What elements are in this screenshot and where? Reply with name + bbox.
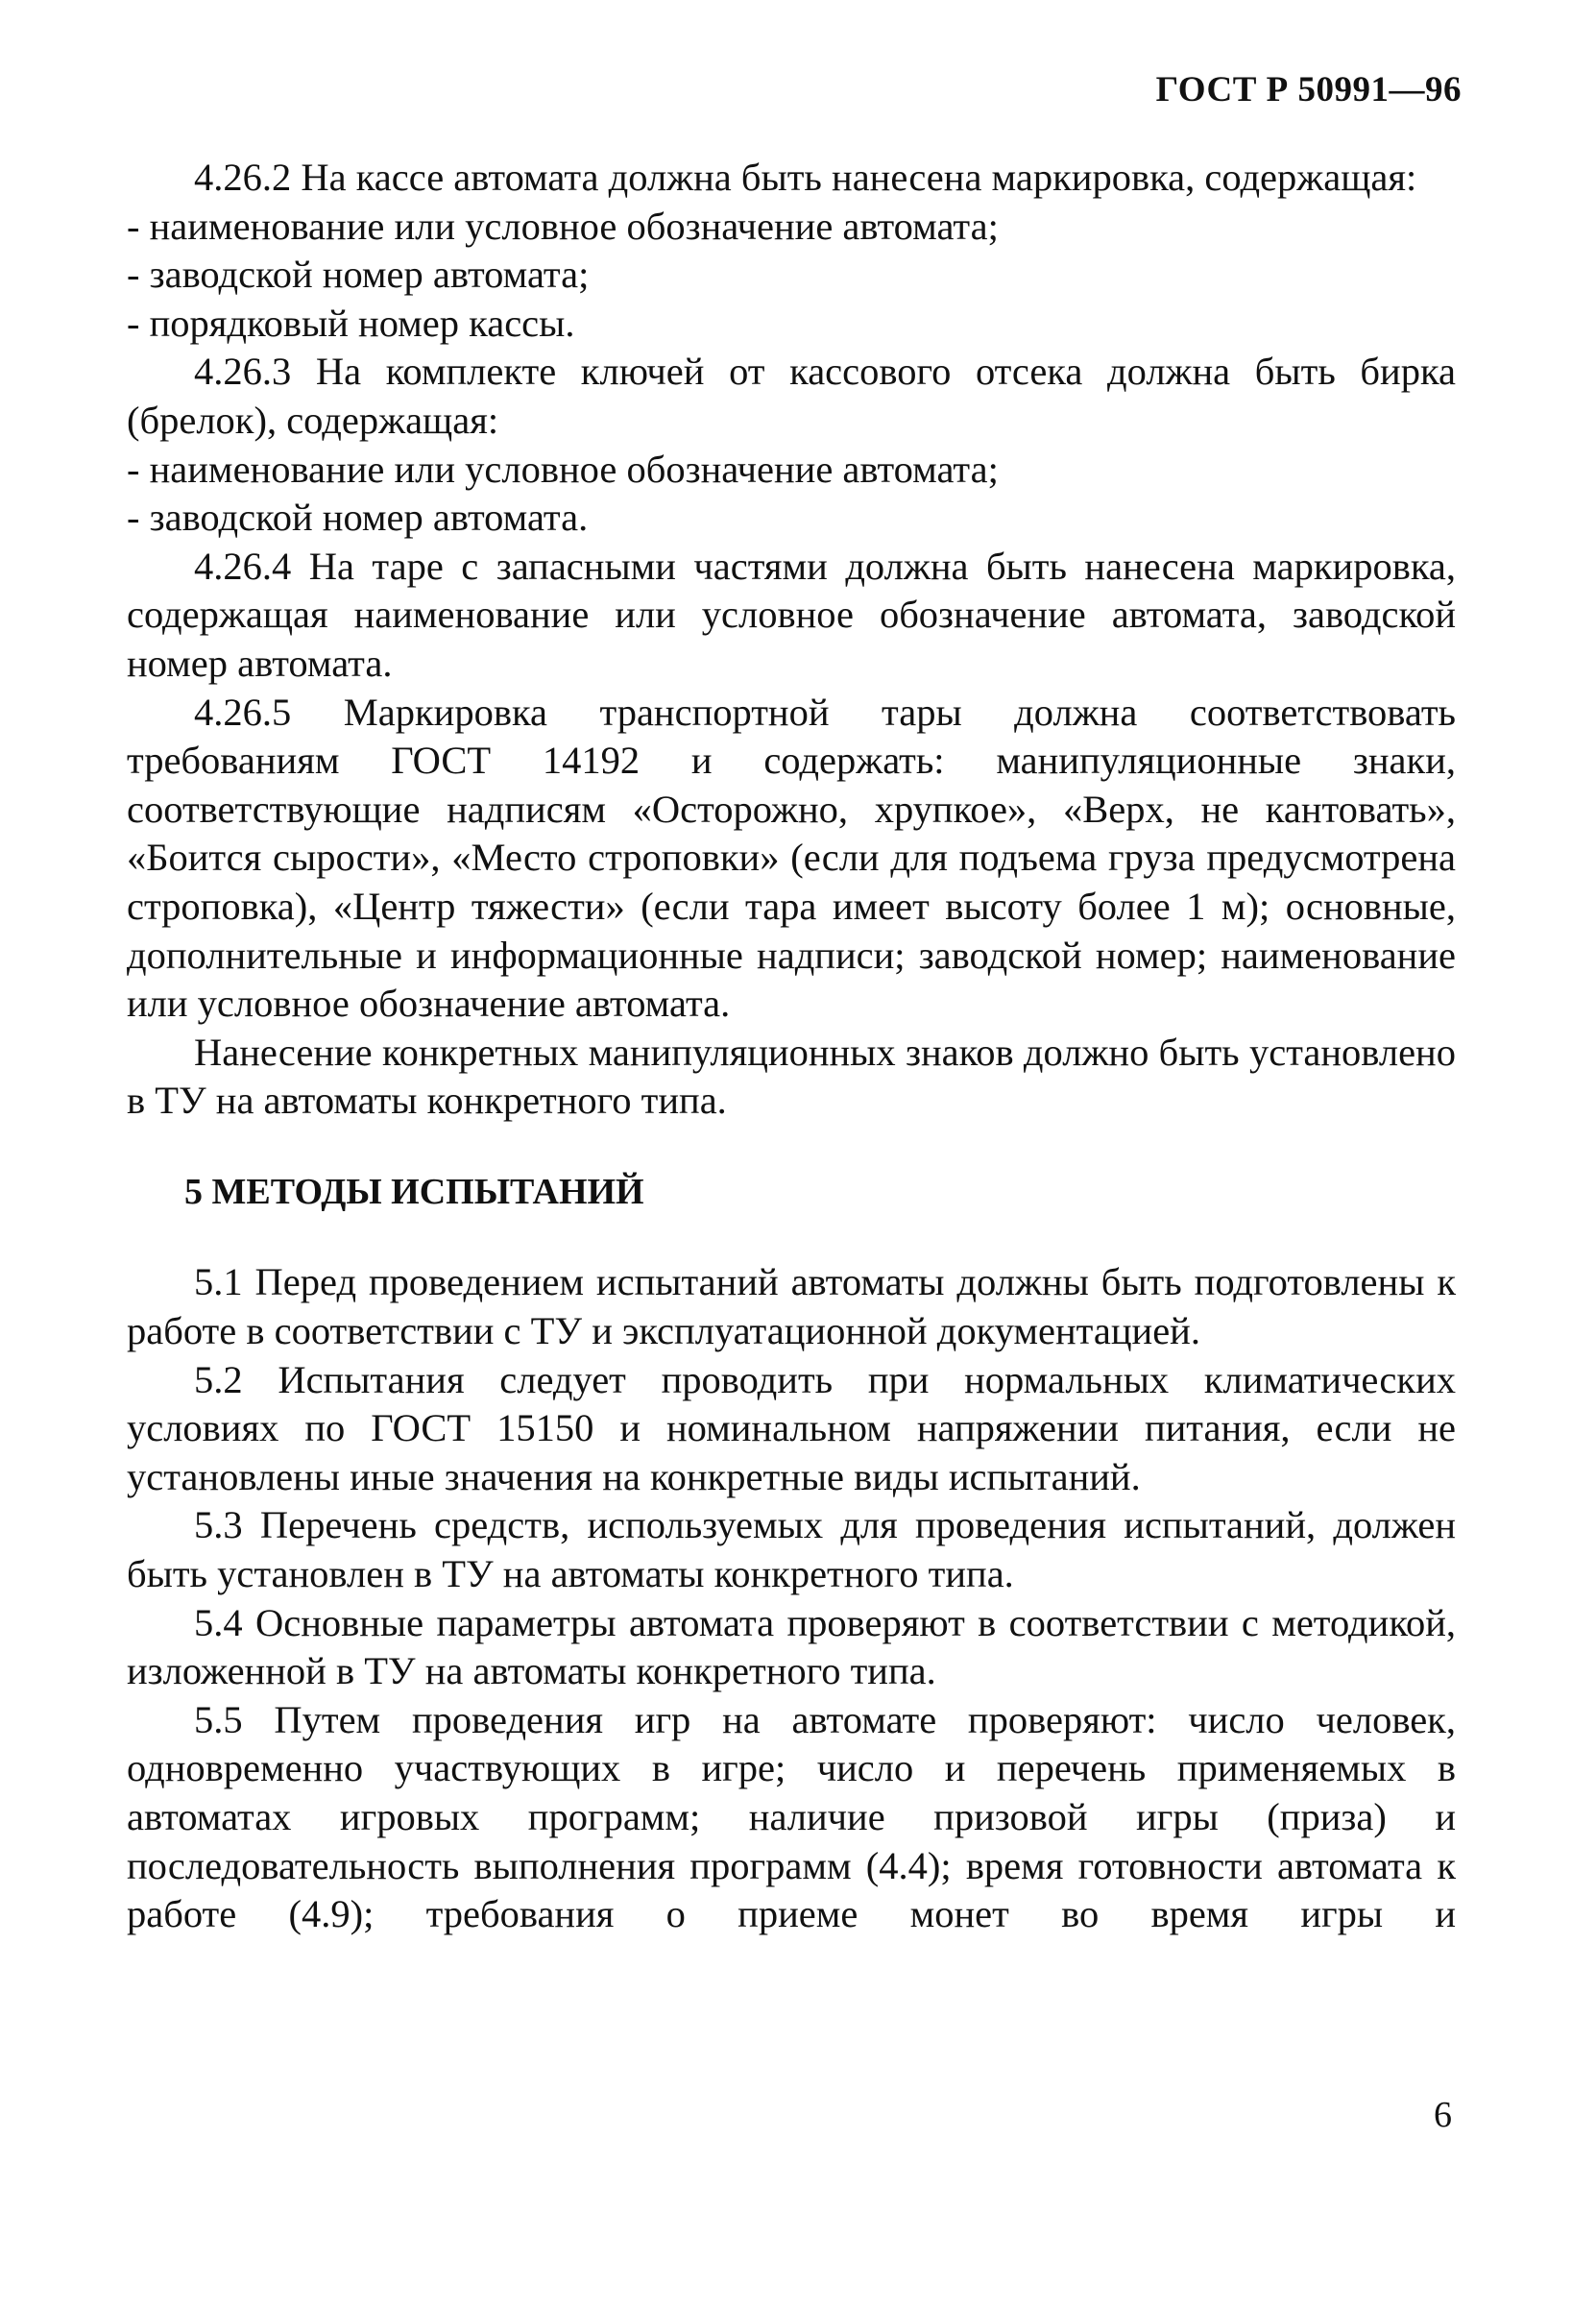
paragraph-4-26-3: 4.26.3 На комплекте ключей от кассового отсека должна быть бирка (брелок), содержащая:	[127, 350, 1456, 442]
paragraph-4-26-4: 4.26.4 На таре с запасными частями должна быть нанесена маркировка, содержащая наименование или условное обозначение автомата, заводской номер автомата.	[127, 544, 1456, 685]
list-item: - порядковый номер кассы.	[127, 301, 575, 345]
standard-header: ГОСТ Р 50991—96	[1155, 70, 1462, 109]
list-item: - заводской номер автомата.	[127, 496, 589, 540]
paragraph-5-5: 5.5 Путем проведения игр на автомате проверяют: число человек, одновременно участвующих в игре; число и перечень применяемых в автоматах игровых программ; наличие призовой игры (приза) и последовательность выполнения программ (4.4); время готовности автомата к работе (4.9); требования о приеме монет во время игры и	[127, 1697, 1456, 1936]
paragraph-5-4: 5.4 Основные параметры автомата проверяют в соответствии с методикой, изложенной в ТУ на автоматы конкретного типа.	[127, 1600, 1456, 1693]
paragraph-marking-note: Нанесение конкретных манипуляционных знаков должно быть установлено в ТУ на автоматы конкретного типа.	[127, 1030, 1456, 1123]
paragraph-5-2: 5.2 Испытания следует проводить при нормальных климатических условиях по ГОСТ 15150 и номинальном напряжении питания, если не установлены иные значения на конкретные виды испытаний.	[127, 1357, 1456, 1498]
document-body	[127, 154, 1456, 1939]
list-item: - наименование или условное обозначение автомата;	[127, 447, 999, 491]
paragraph-4-26-2: 4.26.2 На кассе автомата должна быть нанесена маркировка, содержащая:	[194, 156, 1417, 199]
section-heading-5: 5 МЕТОДЫ ИСПЫТАНИЙ	[184, 1171, 644, 1212]
list-item: - заводской номер автомата;	[127, 253, 590, 297]
page-number: 6	[1434, 2095, 1452, 2135]
paragraph-5-3: 5.3 Перечень средств, используемых для проведения испытаний, должен быть установлен в ТУ на автоматы конкретного типа.	[127, 1503, 1456, 1596]
list-item: - наименование или условное обозначение автомата;	[127, 204, 999, 248]
paragraph-5-1: 5.1 Перед проведением испытаний автоматы должны быть подготовлены к работе в соответствии с ТУ и эксплуатационной документацией.	[127, 1260, 1456, 1353]
paragraph-4-26-5: 4.26.5 Маркировка транспортной тары должна соответствовать требованиям ГОСТ 14192 и содержать: манипуляционные знаки, соответствующие надписям «Осторожно, хрупкое», «Верх, не кантовать», «Боится сырости», «Место строповки» (если для подъема груза предусмотрена строповка), «Центр тяжести» (если тара имеет высоту более 1 м); основные, дополнительные и информационные надписи; заводской номер; наименование или условное обозначение автомата.	[127, 690, 1456, 1026]
